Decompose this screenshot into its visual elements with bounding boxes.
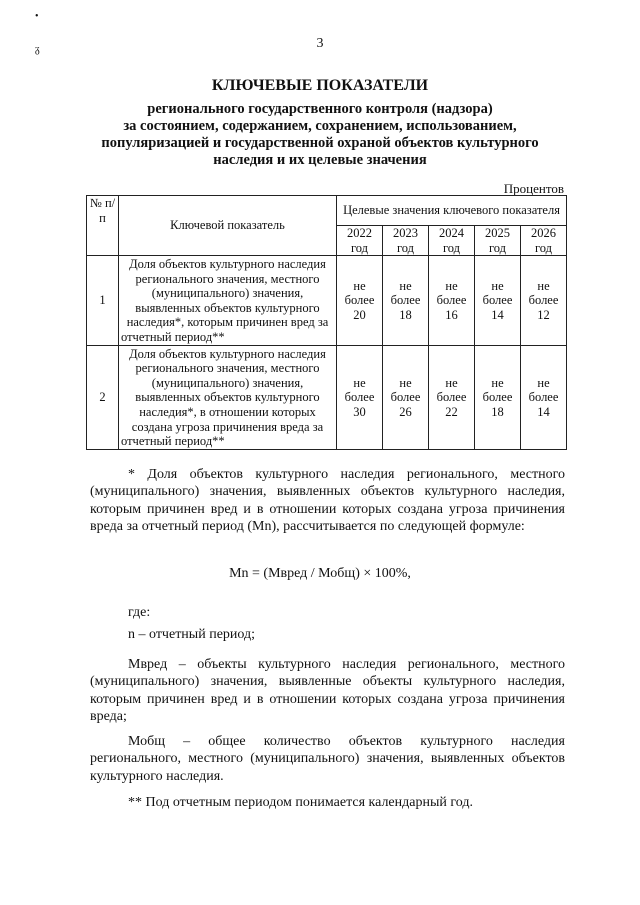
target-value-cell [429,256,475,346]
value-prefix: не более [482,375,513,405]
row-indicator: Доля объектов культурного наследия регионального значения, местного (муниципального) значения, выявленных объектов культурного наследия*, которым причинен вред за отчетный период** [119,256,337,346]
table-row [87,346,567,450]
value-prefix: не более [390,375,421,405]
value-number: 26 [399,404,412,419]
kpi-table [86,195,567,450]
value-prefix: не более [344,278,375,308]
target-value-cell [521,346,567,450]
header-year: 2024 год [429,226,475,256]
value-prefix: не более [528,278,559,308]
target-value-cell [521,256,567,346]
value-number: 18 [491,404,504,419]
subtitle-line: за состоянием, содержанием, сохранением, использованием, [123,118,517,134]
value-number: 14 [491,307,504,322]
definition-mvred: Мвред – объекты культурного наследия регионального, местного (муниципального) значения, выявленные объекты культурного наследия, которым причинен вред и в отношении которых создана угроза причинения вреда; [90,657,565,725]
value-number: 12 [537,307,550,322]
header-target-values: Целевые значения ключевого показателя [337,196,567,226]
value-number: 14 [537,404,550,419]
footnote-2: ** Под отчетным периодом понимается календарный год. [128,795,473,810]
table-row [87,256,567,346]
scan-mark-dot: • [35,11,39,22]
value-number: 20 [353,307,366,322]
document-title: КЛЮЧЕВЫЕ ПОКАЗАТЕЛИ [211,77,429,94]
target-value-cell [429,346,475,450]
value-prefix: не более [436,375,467,405]
value-number: 30 [353,404,366,419]
target-value-cell [475,346,521,450]
value-number: 22 [445,404,458,419]
subtitle-line: регионального государственного контроля (надзора) [147,101,493,117]
target-value-cell [337,346,383,450]
subtitle-line: наследия и их целевые значения [213,152,427,168]
formula: Мn = (Мвред / Мобщ) × 100%, [229,566,411,581]
target-value-cell [383,346,429,450]
row-num: 2 [87,346,119,450]
scan-mark-symbol: ᵹ [35,44,40,55]
footnote-1: * Доля объектов культурного наследия регионального, местного (муниципального) значения, выявленных объектов культурного наследия, которым причинен вред и в отношении которых создана угроза причинения вреда за отчетный период (Мn), рассчитывается по следующей формуле: [90,467,565,535]
target-value-cell [475,256,521,346]
header-year: 2022 год [337,226,383,256]
row-indicator: Доля объектов культурного наследия регионального значения, местного (муниципального) значения, выявленных объектов культурного наследия*, в отношении которых создана угроза причинения вреда за отчетный период** [119,346,337,450]
header-year: 2026 год [521,226,567,256]
value-number: 16 [445,307,458,322]
definition-mobsch: Мобщ – общее количество объектов культурного наследия регионального, местного (муниципального) значения, выявленных объектов культурного наследия. [90,734,565,784]
header-indicator: Ключевой показатель [119,196,337,256]
page-number: 3 [316,36,324,51]
document-subtitle [75,101,565,169]
header-num: № п/п [87,196,119,256]
target-value-cell [337,256,383,346]
target-value-cell [383,256,429,346]
header-year: 2025 год [475,226,521,256]
value-prefix: не более [390,278,421,308]
value-prefix: не более [482,278,513,308]
subtitle-line: популяризацией и государственной охраной объектов культурного [101,135,539,151]
value-number: 18 [399,307,412,322]
value-prefix: не более [344,375,375,405]
unit-label: Процентов [503,181,564,196]
row-num: 1 [87,256,119,346]
where-label: где: [128,605,151,620]
value-prefix: не более [528,375,559,405]
definition-n: n – отчетный период; [128,627,256,642]
header-year: 2023 год [383,226,429,256]
value-prefix: не более [436,278,467,308]
